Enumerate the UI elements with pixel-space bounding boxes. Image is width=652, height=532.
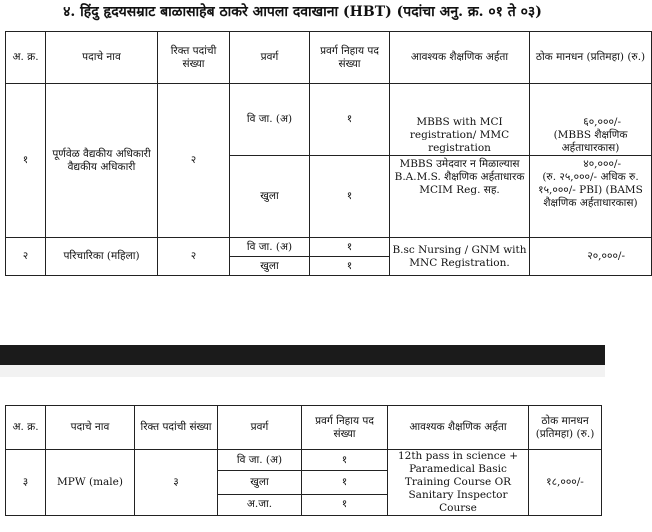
row-category-posts: १	[302, 471, 388, 494]
header-category-posts: प्रवर्ग निहाय पद संख्या	[302, 406, 388, 450]
page-gap	[0, 365, 605, 377]
salary-note: (MBBS शैक्षणिक अर्हताधारकास)	[553, 129, 628, 154]
row-category-posts: १	[302, 494, 388, 515]
header-salary: ठोक मानधन (प्रतिमहा) (रु.)	[529, 406, 602, 450]
row-post: परिचारिका (महिला)	[46, 238, 158, 276]
row-post: पूर्णवेळ वैद्यकीय अधिकारी वैद्यकीय अधिकारी	[46, 84, 158, 238]
salary-amount: ६०,०००/-	[583, 116, 621, 128]
row-qualification: 12th pass in science + Paramedical Basic Training Course OR Sanitary Inspector Course	[388, 450, 529, 516]
row-sr: १	[6, 84, 46, 238]
row-category-posts: १	[310, 84, 390, 156]
row-category: खुला	[230, 156, 310, 238]
row-salary: १८,०००/-	[529, 450, 602, 516]
row-sr: २	[6, 238, 46, 276]
header-vacant: रिक्त पदांची संख्या	[158, 32, 230, 84]
row-sr: ३	[6, 450, 46, 516]
table-row	[6, 238, 652, 257]
row-salary	[530, 84, 652, 156]
row-category-posts: १	[310, 238, 390, 257]
table-row	[6, 84, 652, 156]
header-vacant: रिक्त पदांची संख्या	[135, 406, 218, 450]
row-post: MPW (male)	[46, 450, 135, 516]
row-category: वि जा. (अ)	[230, 238, 310, 257]
row-category-posts: १	[302, 450, 388, 471]
table-header-row	[6, 406, 602, 450]
salary-note: (रु. २५,०००/- अधिक रु. १५,०००/- PBI) (BAMS शैक्षणिक अर्हताधारकास)	[538, 171, 643, 209]
row-vacant: ३	[135, 450, 218, 516]
row-category: वि जा. (अ)	[218, 450, 302, 471]
table-header-row	[6, 32, 652, 84]
row-qualification: MBBS with MCI registration/ MMC registration	[390, 84, 530, 156]
row-vacant: २	[158, 84, 230, 238]
header-qualification: आवश्यक शैक्षणिक अर्हता	[388, 406, 529, 450]
header-category: प्रवर्ग	[230, 32, 310, 84]
row-qualification: B.sc Nursing / GNM with MNC Registration.	[390, 238, 530, 276]
row-category-posts: १	[310, 156, 390, 238]
row-vacant: २	[158, 238, 230, 276]
header-post: पदाचे नाव	[46, 32, 158, 84]
recruitment-table-1	[5, 31, 652, 276]
header-qualification: आवश्यक शैक्षणिक अर्हता	[390, 32, 530, 84]
table-row	[6, 450, 602, 471]
header-post: पदाचे नाव	[46, 406, 135, 450]
row-category: खुला	[218, 471, 302, 494]
page-divider	[0, 345, 605, 365]
header-category-posts: प्रवर्ग निहाय पद संख्या	[310, 32, 390, 84]
row-salary	[530, 156, 652, 238]
row-category-posts: १	[310, 257, 390, 276]
header-category: प्रवर्ग	[218, 406, 302, 450]
salary-amount: ४०,०००/-	[583, 158, 621, 170]
row-category: वि जा. (अ)	[230, 84, 310, 156]
header-salary: ठोक मानधन (प्रतिमहा) (रु.)	[530, 32, 652, 84]
header-sr: अ. क्र.	[6, 406, 46, 450]
row-category: अ.जा.	[218, 494, 302, 515]
row-salary: २०,०००/-	[530, 238, 652, 276]
row-category: खुला	[230, 257, 310, 276]
page-title: ४. हिंदु हृदयसम्राट बाळासाहेब ठाकरे आपला दवाखाना (HBT) (पदांचा अनु. क्र. ०१ ते ०३)	[63, 4, 542, 20]
row-qualification: MBBS उमेदवार न मिळाल्यास B.A.M.S. शैक्षणिक अर्हताधारक MCIM Reg. सह.	[390, 156, 530, 238]
header-sr: अ. क्र.	[6, 32, 46, 84]
recruitment-table-2	[5, 405, 602, 516]
